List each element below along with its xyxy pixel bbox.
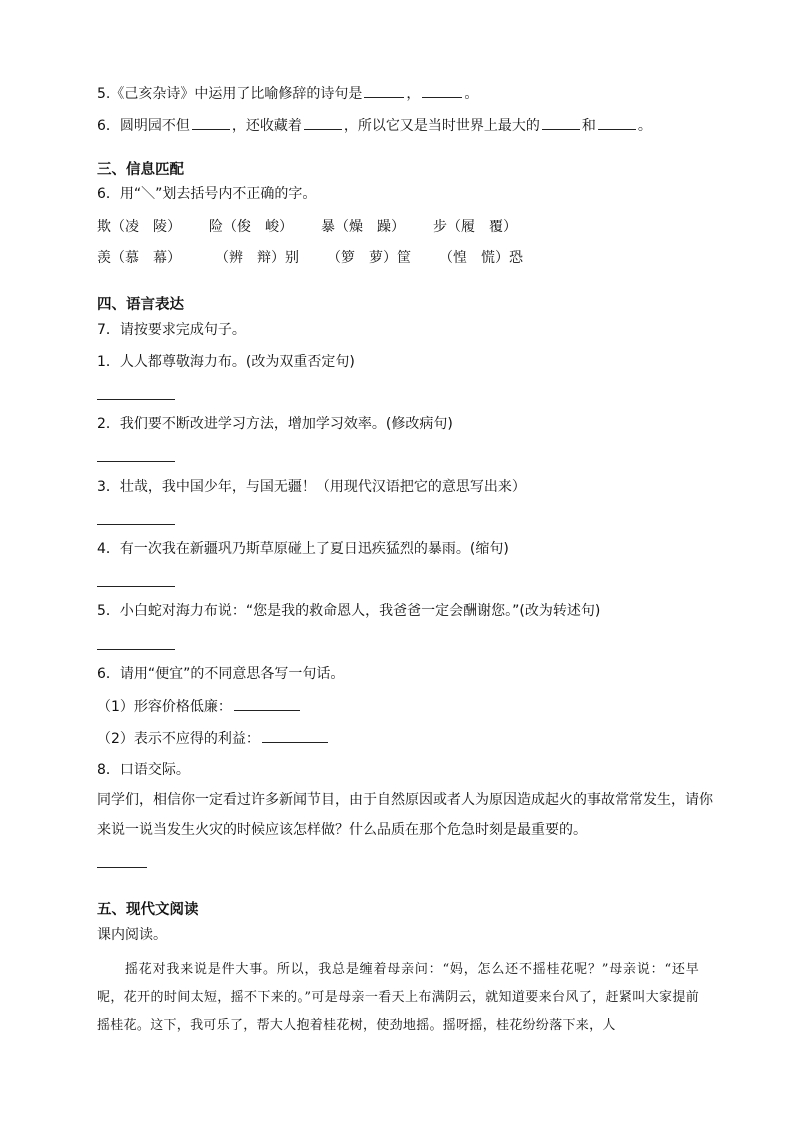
sentence-task: 2．我们要不断改进学习方法，增加学习效率。(修改病句) xyxy=(97,416,453,432)
char-choice-item[interactable]: 步（履 覆） xyxy=(433,219,517,235)
bianyi-question: 6．请用“便宜”的不同意思各写一句话。 xyxy=(97,666,345,682)
q6-part3: ，所以它又是当时世界上最大的 xyxy=(343,118,540,134)
char-choice-item[interactable]: 欺（凌 陵） xyxy=(97,219,181,235)
char-choice-item[interactable]: 险（俊 峻） xyxy=(209,219,293,235)
answer-blank[interactable] xyxy=(542,115,580,130)
q8-paragraph: 同学们，相信你一定看过许多新闻节目，由于自然原因或者人为原因造成起火的事故常常发生，请你来说一说当发生火灾的时候应该怎样做？什么品质在那个危急时刻是最重要的。 xyxy=(97,792,713,838)
answer-blank[interactable] xyxy=(262,728,328,743)
q6-part2: ，还收藏着 xyxy=(231,118,302,134)
q6-yuanmingyuan-question xyxy=(97,115,652,136)
answer-blank[interactable] xyxy=(422,83,462,98)
section4-title: 四、语言表达 xyxy=(97,297,184,313)
q5-poem-question xyxy=(97,83,478,104)
q5-sep: ， xyxy=(406,86,421,102)
q6-part1: 6．圆明园不但 xyxy=(97,118,190,134)
char-choice-item[interactable]: 暴（燥 躁） xyxy=(321,219,405,235)
answer-line[interactable] xyxy=(97,586,175,587)
bianyi-sub2 xyxy=(97,728,330,749)
answer-blank[interactable] xyxy=(192,115,230,130)
char-choice-row-1 xyxy=(97,217,657,237)
answer-line[interactable] xyxy=(97,524,175,525)
answer-line[interactable] xyxy=(97,867,147,868)
section3-instruction: 6．用“＼”划去括号内不正确的字。 xyxy=(97,186,317,202)
answer-blank[interactable] xyxy=(364,83,404,98)
answer-line[interactable] xyxy=(97,399,175,400)
char-choice-item[interactable]: （惶 慌）恐 xyxy=(439,250,523,266)
char-choice-item[interactable]: （箩 萝）筐 xyxy=(327,250,411,266)
q5-poem-text: 5.《己亥杂诗》中运用了比喻修辞的诗句是 xyxy=(97,86,363,102)
bianyi-sub1 xyxy=(97,696,302,717)
answer-blank[interactable] xyxy=(304,115,342,130)
char-choice-item[interactable]: 羡（慕 幕） xyxy=(97,250,181,266)
answer-blank[interactable] xyxy=(234,696,300,711)
sentence-task: 3．壮哉，我中国少年，与国无疆！（用现代汉语把它的意思写出来） xyxy=(97,479,526,495)
answer-line[interactable] xyxy=(97,649,175,650)
section5-subtitle: 课内阅读。 xyxy=(97,927,167,943)
sentence-task: 5．小白蛇对海力布说：“您是我的救命恩人，我爸爸一定会酬谢您。”(改为转述句) xyxy=(97,603,601,619)
bianyi-sub2-label: （2）表示不应得的利益： xyxy=(97,731,260,747)
section3-title: 三、信息匹配 xyxy=(97,162,184,178)
q6-end: 。 xyxy=(637,118,652,134)
sentence-task: 4．有一次我在新疆巩乃斯草原碰上了夏日迅疾猛烈的暴雨。(缩句) xyxy=(97,541,509,557)
section5-title: 五、现代文阅读 xyxy=(97,902,199,918)
answer-line[interactable] xyxy=(97,461,175,462)
q8-oral: 8．口语交际。 xyxy=(97,762,190,778)
sentence-task: 1．人人都尊敬海力布。(改为双重否定句) xyxy=(97,354,355,370)
q7-instruction: 7．请按要求完成句子。 xyxy=(97,322,246,338)
answer-blank[interactable] xyxy=(598,115,636,130)
char-choice-row-2 xyxy=(97,248,657,268)
char-choice-item[interactable]: （辨 辩）别 xyxy=(215,250,299,266)
reading-passage: 摇花对我来说是件大事。所以，我总是缠着母亲问：“妈，怎么还不摇桂花呢？”母亲说：“还早呢，花开的时间太短，摇不下来的。”可是母亲一看天上布满阴云，就知道要来台风了，赶紧叫大家提前摇桂花。这下，我可乐了，帮大人抱着桂花树，使劲地摇。摇呀摇，桂花纷纷落下来，人 xyxy=(97,962,699,1033)
q6-part4: 和 xyxy=(581,118,596,134)
bianyi-sub1-label: （1）形容价格低廉： xyxy=(97,699,232,715)
q5-end: 。 xyxy=(464,86,479,102)
